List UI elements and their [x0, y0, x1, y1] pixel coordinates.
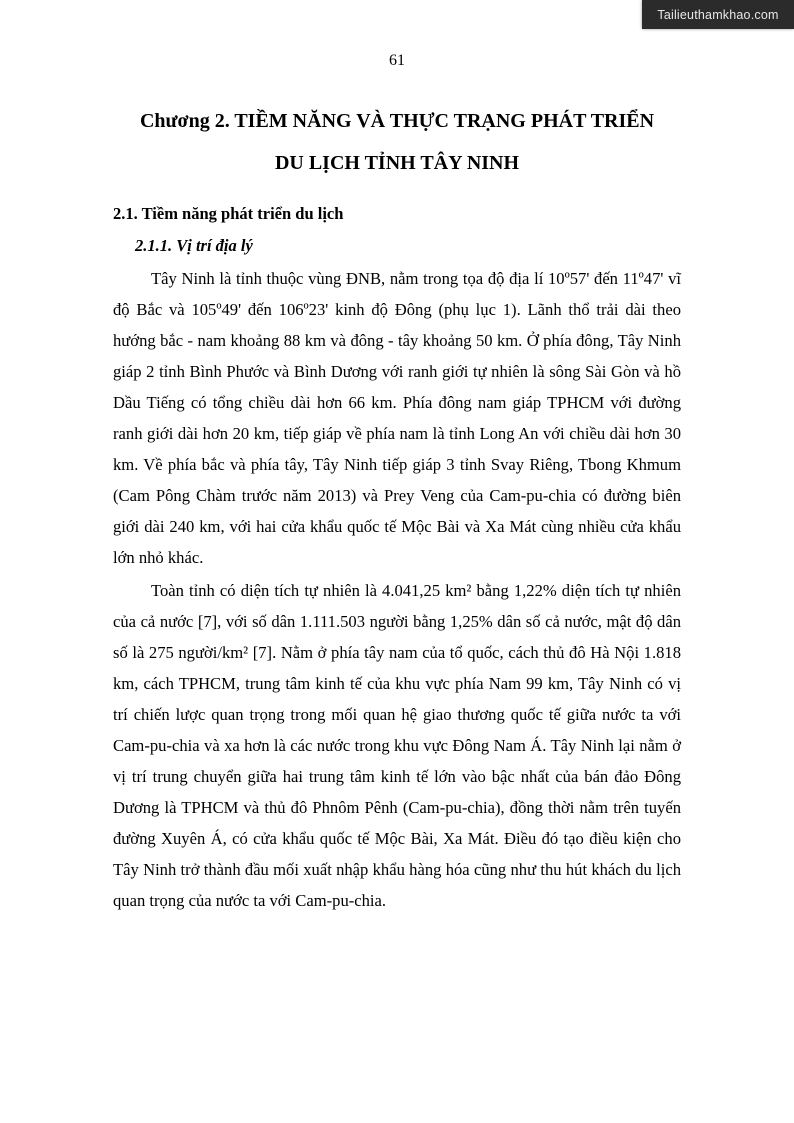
section-heading: 2.1. Tiềm năng phát triển du lịch	[113, 204, 344, 223]
watermark-text[interactable]: Tailieuthamkhao.com	[657, 7, 779, 22]
page-number: 61	[389, 52, 405, 69]
chapter-title-line2: DU LỊCH TỈNH TÂY NINH	[274, 152, 520, 174]
subsection-heading: 2.1.1. Vị trí địa lý	[135, 236, 253, 255]
paragraph-area-population: Toàn tỉnh có diện tích tự nhiên là 4.041,25 km² bằng 1,22% diện tích tự nhiên của cả nước [7], với số dân 1.111.503 người bằng 1,25% dân số cả nước, mật độ dân số là 275 người/km² [7]. Nằm ở phía tây nam của tổ quốc, cách thủ đô Hà Nội 1.818 km, cách TPHCM, trung tâm kinh tế của khu vực phía Nam 99 km, Tây Ninh có vị trí chiến lược quan trọng trong mối quan hệ giao thương quốc tế giữa nước ta với Cam-pu-chia và xa hơn là các nước trong khu vực Đông Nam Á. Tây Ninh lại nằm ở vị trí trung chuyển giữa hai trung tâm kinh tế lớn vào bậc nhất của bán đảo Đông Dương là TPHCM và thủ đô Phnôm Pênh (Cam-pu-chia), đồng thời nằm trên tuyến đường Xuyên Á, có cửa khẩu quốc tế Mộc Bài, Xa Mát. Điều đó tạo điều kiện cho Tây Ninh trở thành đầu mối xuất nhập khẩu hàng hóa cũng như thu hút khách du lịch quan trọng của nước ta với Cam-pu-chia.	[113, 581, 681, 910]
paragraph-geography-borders: Tây Ninh là tỉnh thuộc vùng ĐNB, nằm trong tọa độ địa lí 10º57' đến 11º47' vĩ độ Bắc và 105º49' đến 106º23' kinh độ Đông (phụ lục 1). Lãnh thổ trải dài theo hướng bắc - nam khoảng 88 km và đông - tây khoảng 50 km. Ở phía đông, Tây Ninh giáp 2 tỉnh Bình Phước và Bình Dương với ranh giới tự nhiên là sông Sài Gòn và hồ Dầu Tiếng có tổng chiều dài hơn 66 km. Phía đông nam giáp TPHCM với đường ranh giới dài hơn 20 km, tiếp giáp về phía nam là tỉnh Long An với chiều dài hơn 30 km. Về phía bắc và phía tây, Tây Ninh tiếp giáp 3 tỉnh Svay Riêng, Tbong Khmum (Cam Pông Chàm trước năm 2013) và Prey Veng của Cam-pu-chia có đường biên giới dài 240 km, với hai cửa khẩu quốc tế Mộc Bài và Xa Mát cùng nhiều cửa khẩu lớn nhỏ khác.	[113, 269, 681, 567]
document-page	[113, 0, 681, 916]
chapter-title-line1: Chương 2. TIỀM NĂNG VÀ THỰC TRẠNG PHÁT TRIỂN	[139, 110, 655, 132]
chapter-title	[113, 100, 681, 184]
